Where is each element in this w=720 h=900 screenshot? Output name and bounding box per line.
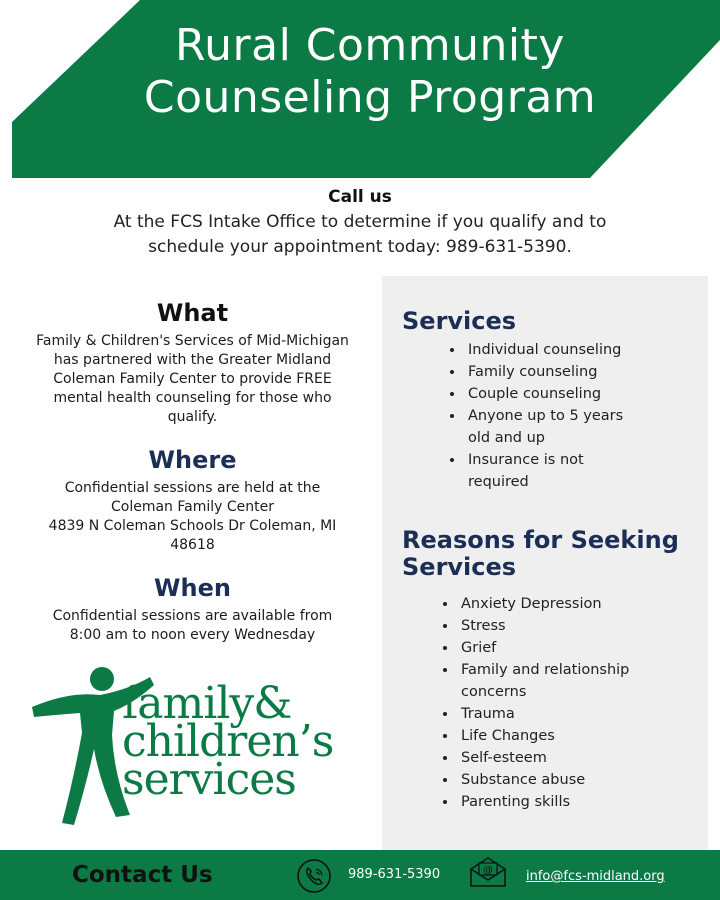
contact-phone[interactable]: 989-631-5390	[348, 867, 441, 882]
title-line-2: Counseling Program	[143, 72, 597, 123]
mail-icon	[468, 856, 508, 888]
phone-icon	[296, 858, 332, 894]
list-item	[448, 405, 623, 449]
what-line: Family & Children's Services of Mid-Michigan	[36, 333, 349, 349]
list-item: Parenting skills	[441, 791, 629, 813]
when-section	[20, 573, 365, 645]
page-title	[80, 20, 660, 124]
when-text	[20, 607, 365, 645]
list-item: Self-esteem	[441, 747, 629, 769]
fcs-logo	[30, 665, 360, 835]
svg-text:@: @	[483, 865, 493, 876]
when-line: Confidential sessions are available from	[52, 608, 333, 624]
logo-line-3: services	[122, 754, 296, 805]
what-section	[20, 298, 365, 427]
what-heading: What	[156, 299, 229, 327]
list-item: Life Changes	[441, 725, 629, 747]
list-item: Individual counseling	[448, 339, 623, 361]
when-heading: When	[154, 574, 231, 602]
list-item	[448, 449, 623, 493]
list-item: Grief	[441, 637, 629, 659]
where-heading: Where	[148, 446, 237, 474]
logo-line-1: family&	[122, 678, 292, 729]
where-section	[20, 445, 365, 555]
list-item-line: required	[468, 474, 529, 490]
call-us-line-2: schedule your appointment today: 989-631-5390.	[148, 237, 572, 257]
what-line: has partnered with the Greater Midland	[53, 352, 332, 368]
reasons-heading	[402, 527, 692, 581]
what-line: Coleman Family Center to provide FREE	[53, 371, 332, 387]
call-us-heading: Call us	[328, 187, 392, 207]
call-us-section	[0, 186, 720, 260]
list-item-line: old and up	[468, 430, 545, 446]
reasons-heading-line-2: Services	[402, 553, 517, 581]
header-banner	[0, 0, 720, 180]
what-line: qualify.	[167, 409, 218, 425]
list-item: Couple counseling	[448, 383, 623, 405]
left-column	[20, 298, 365, 663]
reasons-list	[441, 593, 629, 813]
where-line: 48618	[170, 537, 215, 553]
where-line: Coleman Family Center	[110, 499, 274, 515]
call-us-text	[0, 210, 720, 260]
what-text	[20, 332, 365, 427]
list-item-line: Family and relationship	[461, 662, 630, 678]
list-item-line: Insurance is not	[468, 452, 584, 468]
list-item	[441, 659, 629, 703]
where-line: 4839 N Coleman Schools Dr Coleman, MI	[48, 518, 337, 534]
call-us-line-1: At the FCS Intake Office to determine if you qualify and to	[113, 212, 607, 232]
right-panel	[382, 276, 708, 850]
logo-line-2: children’s	[122, 716, 334, 767]
list-item: Anxiety Depression	[441, 593, 629, 615]
logo-wordmark	[122, 678, 334, 805]
list-item: Trauma	[441, 703, 629, 725]
title-line-1: Rural Community	[175, 20, 565, 71]
list-item-line: concerns	[461, 684, 527, 700]
contact-heading: Contact Us	[72, 862, 213, 888]
list-item: Substance abuse	[441, 769, 629, 791]
what-line: mental health counseling for those who	[53, 390, 332, 406]
services-heading: Services	[402, 307, 517, 335]
list-item-line: Anyone up to 5 years	[468, 408, 624, 424]
contact-email-link[interactable]: info@fcs-midland.org	[526, 869, 665, 884]
where-line: Confidential sessions are held at the	[64, 480, 321, 496]
list-item: Family counseling	[448, 361, 623, 383]
when-line: 8:00 am to noon every Wednesday	[69, 627, 316, 643]
reasons-heading-line-1: Reasons for Seeking	[402, 526, 679, 554]
list-item: Stress	[441, 615, 629, 637]
services-list	[448, 339, 623, 493]
where-text	[20, 479, 365, 555]
